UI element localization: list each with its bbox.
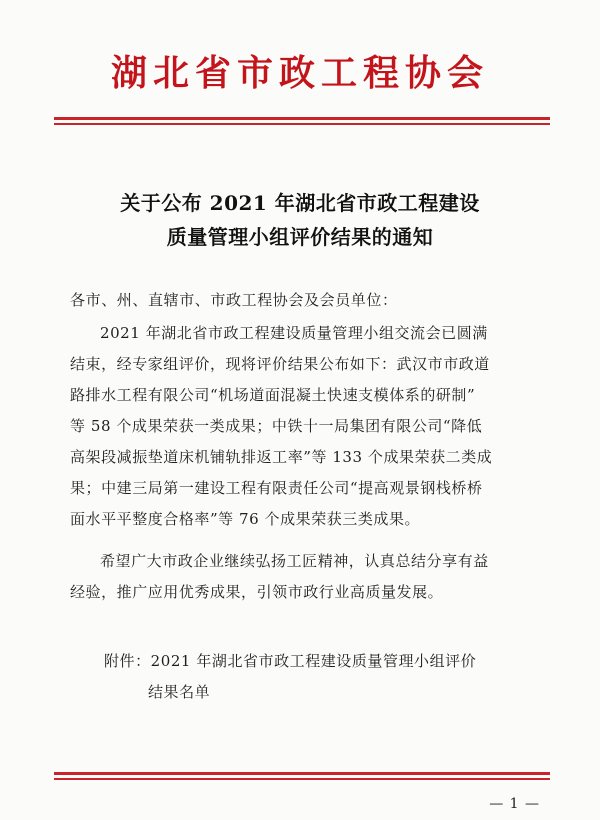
attachment-note (104, 646, 476, 708)
page-number: — 1 — (489, 796, 540, 812)
attachment-line-1: 附件：2021 年湖北省市政工程建设质量管理小组评价 (104, 652, 477, 670)
body-paragraph-2 (70, 546, 538, 608)
salutation: 各市、州、直辖市、市政工程协会及会员单位： (70, 291, 398, 309)
body-paragraph-1 (70, 318, 538, 535)
attachment-line-2: 结果名单 (148, 683, 211, 701)
paragraph-line: 2021 年湖北省市政工程建设质量管理小组交流会已圆满 (100, 324, 488, 342)
paragraph-line: 果；中建三局第一建设工程有限责任公司“提高观景钢栈桥桥 (70, 479, 483, 497)
footer-red-rule-thick (54, 772, 550, 775)
paragraph-line: 经验，推广应用优秀成果，引领市政行业高质量发展。 (70, 583, 444, 601)
footer-red-rule-thin (54, 778, 550, 780)
letterhead-org-name: 湖北省市政工程协会 (110, 53, 489, 94)
paragraph-line: 面水平平整度合格率”等 76 个成果荣获三类成果。 (70, 510, 421, 528)
title-line-1: 关于公布 2021 年湖北省市政工程建设 (120, 191, 480, 215)
paragraph-line: 结束，经专家组评价，现将评价结果公布如下：武汉市市政道 (70, 355, 490, 373)
paragraph-line: 高架段减振垫道床机铺轨排返工率”等 133 个成果荣获二类成 (70, 448, 493, 466)
paragraph-line: 等 58 个成果荣获一类成果；中铁十一局集团有限公司“降低 (70, 417, 483, 435)
document-title (0, 186, 600, 254)
letterhead-red-rule-thin (54, 123, 550, 125)
title-line-2: 质量管理小组评价结果的通知 (166, 225, 434, 249)
paragraph-line: 希望广大市政企业继续弘扬工匠精神，认真总结分享有益 (100, 552, 489, 570)
letterhead-red-rule-thick (54, 117, 550, 120)
paragraph-line: 路排水工程有限公司“机场道面混凝土快速支模体系的研制” (70, 386, 476, 404)
